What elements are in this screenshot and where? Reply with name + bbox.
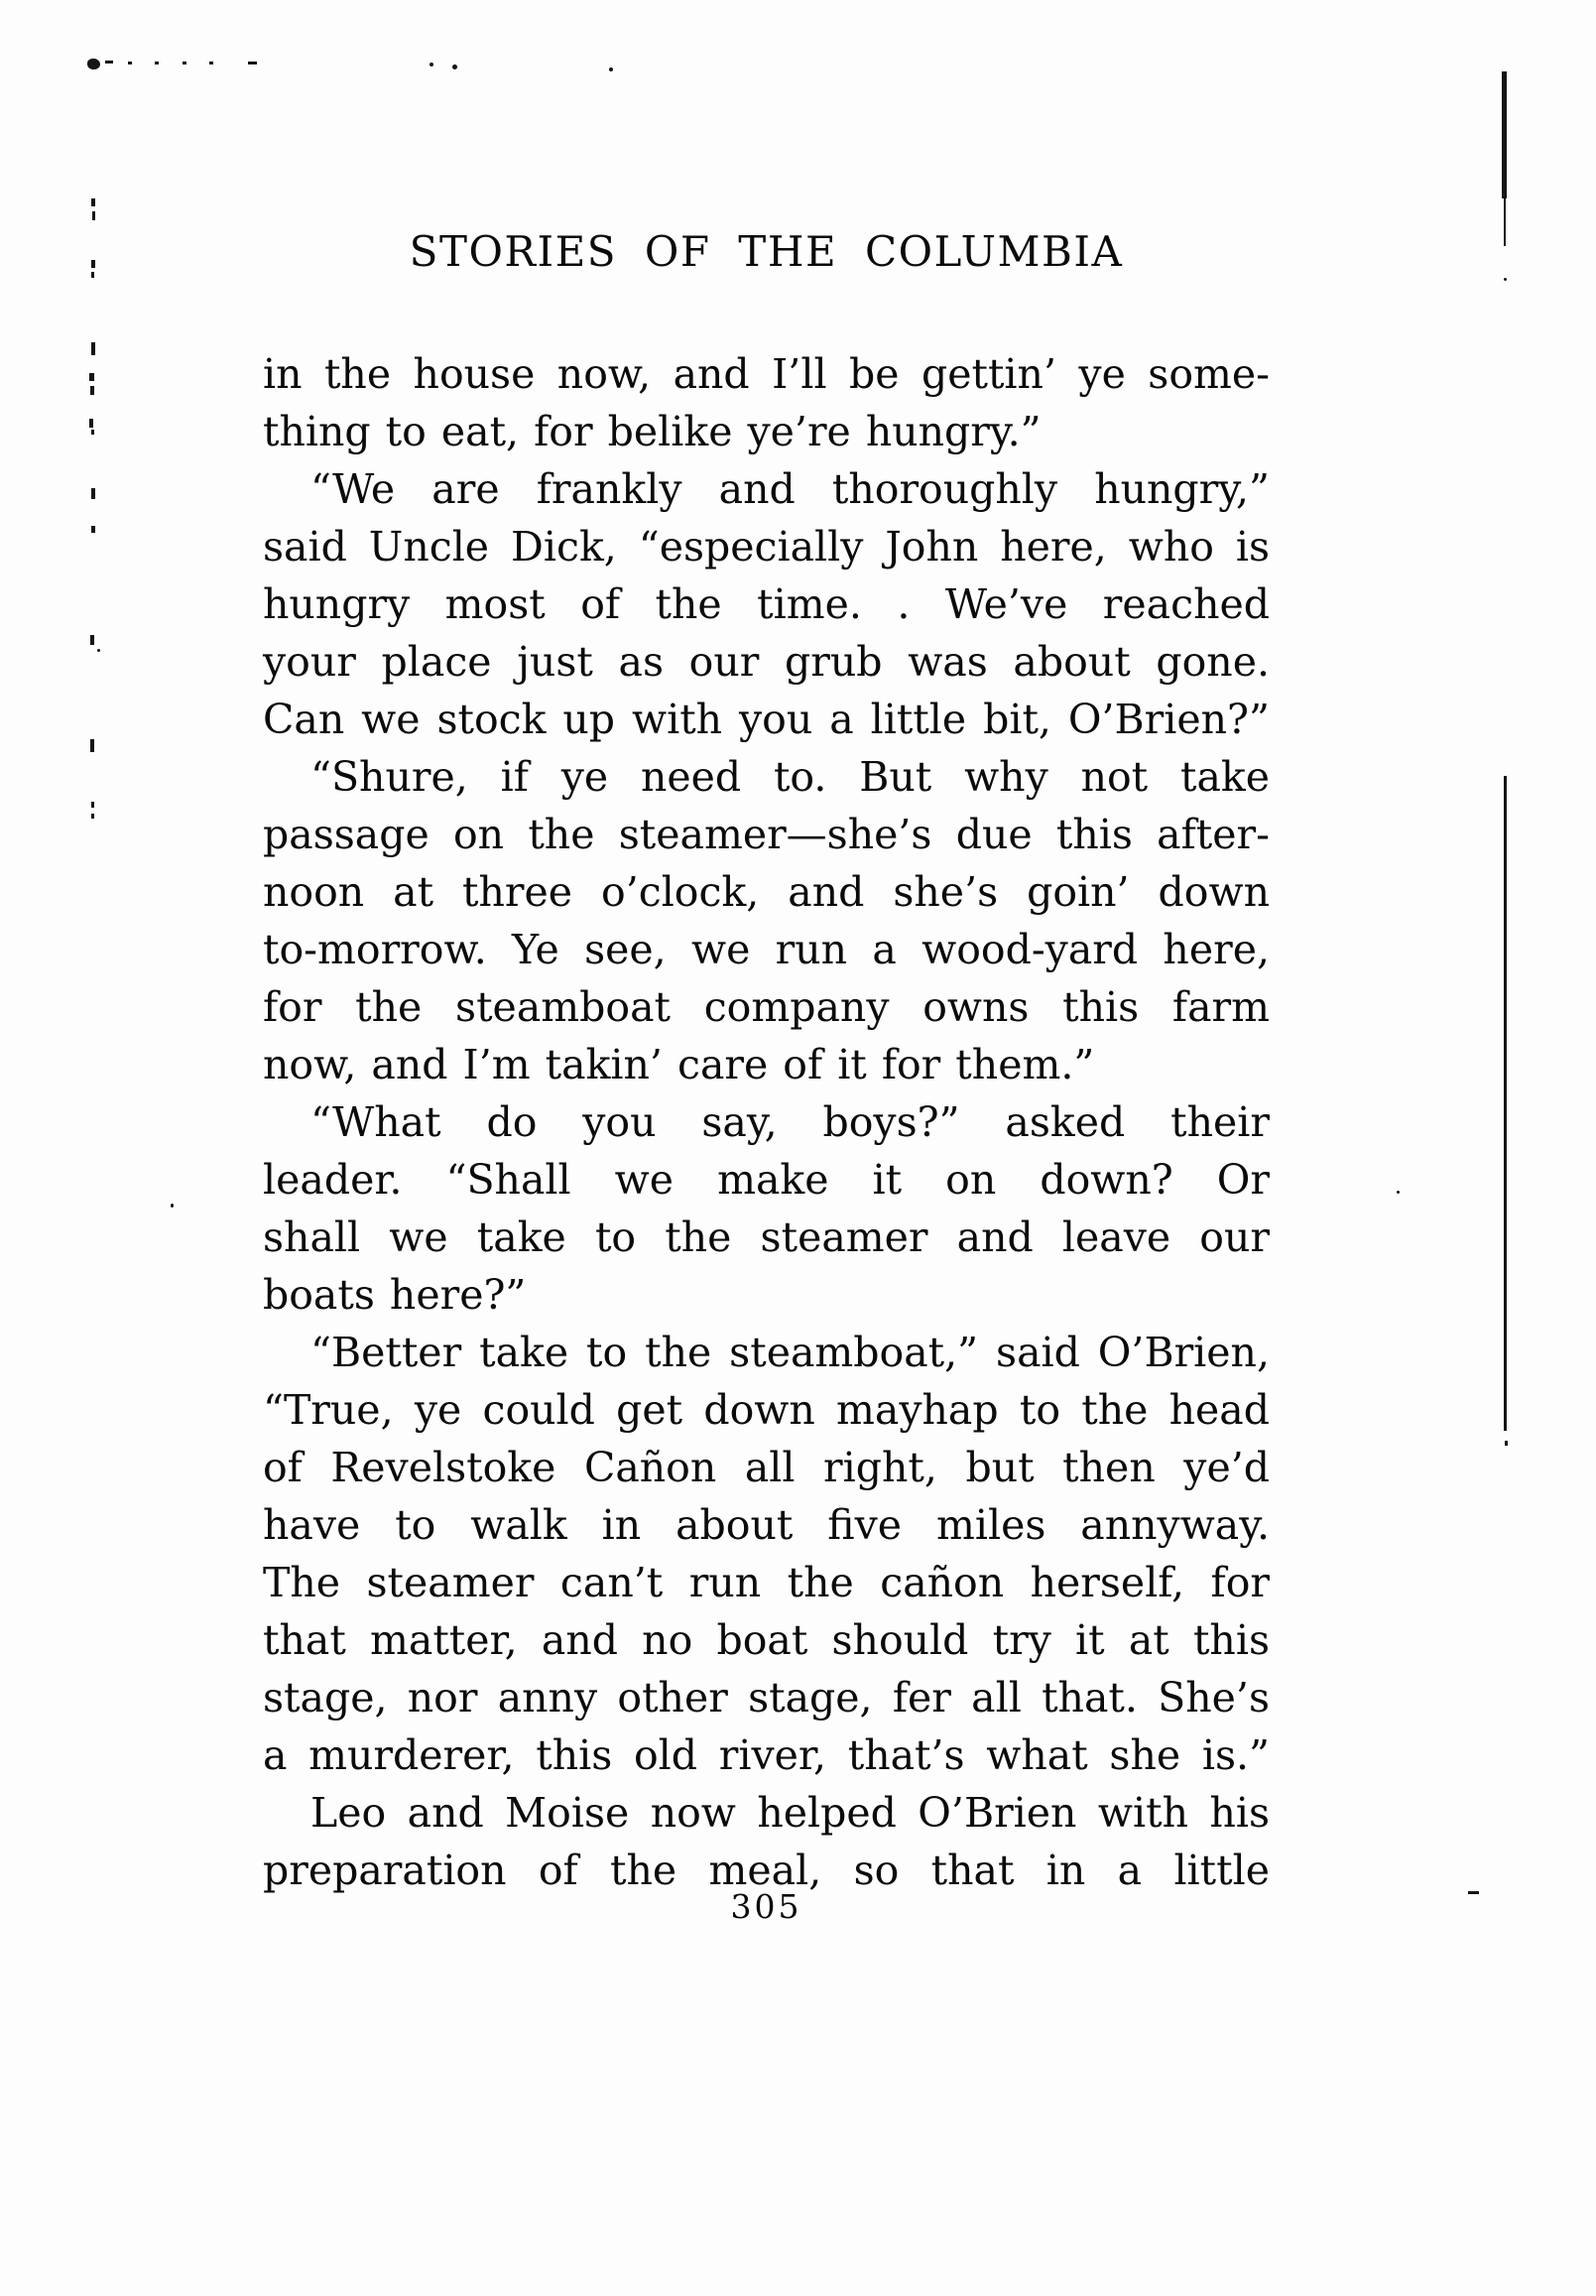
- text-line: boats here?”: [263, 1271, 527, 1319]
- text-line: preparation of the meal, so that in a little: [263, 1847, 1270, 1894]
- text-line: Leo and Moise now helped O’Brien with his: [310, 1789, 1270, 1837]
- scan-artifact-margin-mark: [91, 430, 94, 435]
- scan-artifact-top-dot: [128, 62, 132, 64]
- scan-artifact-top-dash: [105, 61, 113, 64]
- scan-artifact-margin-dot: [97, 649, 100, 652]
- text-line: “We are frankly and thoroughly hungry,”: [310, 465, 1270, 513]
- text-line: for the steamboat company owns this farm: [263, 983, 1270, 1031]
- text-line: “True, ye could get down mayhap to the head: [263, 1386, 1270, 1434]
- scan-artifact-margin-mark: [92, 211, 95, 220]
- scan-artifact-top-dot: [430, 63, 433, 66]
- scan-artifact-top-dash: [248, 62, 257, 64]
- scan-artifact-top-blob: [87, 59, 100, 69]
- scan-artifact-right-rule-top: [1502, 71, 1507, 198]
- text-line: a murderer, this old river, that’s what she is.”: [263, 1731, 1270, 1779]
- scan-artifact-right-speck: [1397, 1191, 1400, 1194]
- scan-artifact-stray-dot: [171, 1204, 174, 1208]
- text-line: Can we stock up with you a little bit, O’Brien?”: [263, 696, 1270, 743]
- text-line: hungry most of the time. . We’ve reached: [263, 580, 1270, 628]
- text-line: noon at three o’clock, and she’s goin’ down: [263, 868, 1270, 916]
- scan-artifact-top-dot: [452, 64, 457, 69]
- scan-artifact-right-rule-top-thin: [1504, 196, 1506, 246]
- scan-artifact-margin-mark: [90, 635, 94, 645]
- text-line: of Revelstoke Cañon all right, but then ye’d: [263, 1444, 1270, 1491]
- scan-artifact-margin-mark: [91, 198, 95, 206]
- running-head: STORIES OF THE COLUMBIA: [409, 227, 1124, 276]
- scan-artifact-right-dash: [1468, 1891, 1479, 1894]
- scan-artifact-margin-mark: [89, 419, 93, 428]
- text-line: The steamer can’t run the cañon herself, for: [263, 1559, 1270, 1606]
- scan-artifact-top-dot: [155, 62, 159, 64]
- scan-artifact-top-dot: [183, 62, 186, 64]
- scan-artifact-right-dot: [1504, 278, 1507, 281]
- text-line: “Better take to the steamboat,” said O’Brien,: [310, 1329, 1270, 1376]
- text-line: your place just as our grub was about gone.: [263, 638, 1270, 686]
- text-line: that matter, and no boat should try it at this: [263, 1616, 1270, 1664]
- page-number: 305: [730, 1887, 802, 1926]
- scan-artifact-right-tick: [1505, 1441, 1508, 1446]
- scan-artifact-margin-mark: [91, 260, 95, 268]
- scan-artifact-margin-mark: [91, 272, 94, 278]
- scan-artifact-top-dot: [209, 62, 213, 64]
- scan-artifact-margin-mark: [91, 342, 95, 355]
- text-line: leader. “Shall we make it on down? Or: [263, 1156, 1270, 1204]
- scan-artifact-margin-mark: [89, 373, 94, 381]
- scan-artifact-margin-mark: [91, 488, 95, 499]
- text-line: said Uncle Dick, “especially John here, who is: [263, 523, 1270, 571]
- scan-artifact-top-dot: [609, 67, 613, 71]
- text-column: [263, 345, 1270, 1899]
- text-line: in the house now, and I’ll be gettin’ ye some-: [263, 350, 1270, 398]
- scan-artifact-margin-mark: [91, 802, 94, 808]
- scan-artifact-right-rule-mid: [1504, 776, 1507, 1431]
- text-line: shall we take to the steamer and leave our: [263, 1213, 1270, 1261]
- text-line: “Shure, if ye need to. But why not take: [310, 753, 1270, 801]
- text-line: to-morrow. Ye see, we run a wood-yard here,: [263, 926, 1270, 973]
- scan-artifact-margin-mark: [91, 526, 95, 533]
- text-line: stage, nor anny other stage, fer all that. She’s: [263, 1674, 1270, 1722]
- scan-artifact-margin-mark: [91, 814, 94, 819]
- text-line: now, and I’m takin’ care of it for them.”: [263, 1041, 1095, 1088]
- scan-artifact-margin-mark: [90, 739, 94, 752]
- text-line: have to walk in about five miles annyway.: [263, 1501, 1270, 1549]
- scan-artifact-margin-mark: [90, 386, 94, 395]
- text-line: thing to eat, for belike ye’re hungry.”: [263, 408, 1042, 455]
- text-line: passage on the steamer—she’s due this after-: [263, 811, 1270, 858]
- text-line: “What do you say, boys?” asked their: [310, 1098, 1270, 1146]
